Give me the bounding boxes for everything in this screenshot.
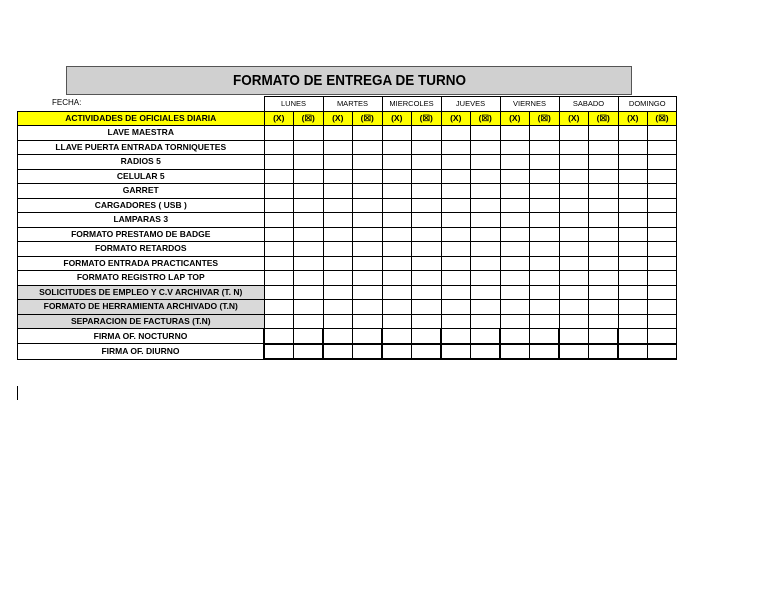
signature-cell[interactable]	[648, 344, 677, 360]
check-cell[interactable]	[323, 126, 353, 141]
check-cell[interactable]	[530, 184, 560, 199]
check-cell[interactable]	[618, 242, 648, 257]
check-cell[interactable]	[559, 169, 589, 184]
check-cell[interactable]	[589, 285, 619, 300]
check-cell[interactable]	[559, 213, 589, 228]
check-cell[interactable]	[412, 126, 442, 141]
check-cell[interactable]	[264, 213, 294, 228]
check-cell[interactable]	[530, 271, 560, 286]
activity-label: GARRET	[18, 184, 265, 199]
check-cell[interactable]	[353, 285, 383, 300]
activity-label: CELULAR 5	[18, 169, 265, 184]
activity-row	[18, 242, 677, 257]
check-cell[interactable]	[382, 198, 412, 213]
check-cell[interactable]	[323, 242, 353, 257]
check-cell[interactable]	[353, 155, 383, 170]
days-row-spacer	[18, 97, 265, 112]
mark-x-header: (X)	[382, 111, 412, 126]
signature-cell[interactable]	[353, 344, 383, 360]
check-cell[interactable]	[382, 300, 412, 315]
check-cell[interactable]	[294, 140, 324, 155]
check-cell[interactable]	[500, 227, 530, 242]
check-cell[interactable]	[618, 227, 648, 242]
check-cell[interactable]	[559, 256, 589, 271]
check-cell[interactable]	[294, 184, 324, 199]
check-cell[interactable]	[323, 184, 353, 199]
check-cell[interactable]	[618, 271, 648, 286]
activity-label: RADIOS 5	[18, 155, 265, 170]
check-cell[interactable]	[382, 140, 412, 155]
check-cell[interactable]	[648, 169, 677, 184]
check-cell[interactable]	[294, 169, 324, 184]
check-cell[interactable]	[500, 256, 530, 271]
check-cell[interactable]	[530, 213, 560, 228]
check-cell[interactable]	[618, 256, 648, 271]
check-cell[interactable]	[618, 155, 648, 170]
check-cell[interactable]	[441, 169, 471, 184]
check-cell[interactable]	[382, 126, 412, 141]
check-cell[interactable]	[559, 184, 589, 199]
check-cell[interactable]	[323, 227, 353, 242]
check-cell[interactable]	[441, 126, 471, 141]
check-cell[interactable]	[441, 140, 471, 155]
check-cell[interactable]	[264, 140, 294, 155]
check-cell[interactable]	[589, 155, 619, 170]
check-cell[interactable]	[264, 300, 294, 315]
signature-cell[interactable]	[441, 329, 471, 344]
day-header: LUNES	[264, 97, 323, 112]
check-cell[interactable]	[412, 155, 442, 170]
check-cell[interactable]	[500, 314, 530, 329]
check-cell[interactable]	[500, 271, 530, 286]
mark-x-header: (X)	[618, 111, 648, 126]
activity-row	[18, 227, 677, 242]
day-header: JUEVES	[441, 97, 500, 112]
check-cell[interactable]	[382, 314, 412, 329]
check-cell[interactable]	[648, 155, 677, 170]
check-cell[interactable]	[412, 271, 442, 286]
check-cell[interactable]	[530, 126, 560, 141]
check-cell[interactable]	[323, 300, 353, 315]
signature-row	[18, 329, 677, 344]
check-cell[interactable]	[353, 198, 383, 213]
signature-cell[interactable]	[559, 344, 589, 360]
signature-cell[interactable]	[294, 329, 324, 344]
check-cell[interactable]	[412, 198, 442, 213]
check-cell[interactable]	[441, 227, 471, 242]
check-cell[interactable]	[441, 285, 471, 300]
check-cell[interactable]	[559, 227, 589, 242]
check-cell[interactable]	[382, 213, 412, 228]
check-cell[interactable]	[618, 198, 648, 213]
signature-cell[interactable]	[323, 329, 353, 344]
check-cell[interactable]	[323, 213, 353, 228]
check-cell[interactable]	[353, 227, 383, 242]
mark-check-header: (☒)	[648, 111, 677, 126]
check-cell[interactable]	[353, 314, 383, 329]
activity-row	[18, 126, 677, 141]
signature-cell[interactable]	[382, 344, 412, 360]
check-cell[interactable]	[323, 169, 353, 184]
mark-x-header: (X)	[441, 111, 471, 126]
check-cell[interactable]	[294, 227, 324, 242]
check-cell[interactable]	[353, 300, 383, 315]
check-cell[interactable]	[589, 242, 619, 257]
activity-row	[18, 169, 677, 184]
check-cell[interactable]	[648, 271, 677, 286]
check-cell[interactable]	[264, 198, 294, 213]
check-cell[interactable]	[648, 242, 677, 257]
check-cell[interactable]	[530, 285, 560, 300]
check-cell[interactable]	[353, 271, 383, 286]
mark-check-header: (☒)	[471, 111, 501, 126]
signature-cell[interactable]	[648, 329, 677, 344]
check-cell[interactable]	[589, 126, 619, 141]
check-cell[interactable]	[648, 213, 677, 228]
activity-label: SEPARACION DE FACTURAS (T.N)	[18, 314, 265, 329]
check-cell[interactable]	[471, 314, 501, 329]
check-cell[interactable]	[294, 285, 324, 300]
check-cell[interactable]	[264, 271, 294, 286]
check-cell[interactable]	[589, 314, 619, 329]
mark-x-header: (X)	[500, 111, 530, 126]
check-cell[interactable]	[353, 256, 383, 271]
check-cell[interactable]	[323, 271, 353, 286]
check-cell[interactable]	[382, 242, 412, 257]
check-cell[interactable]	[530, 314, 560, 329]
day-header: MARTES	[323, 97, 382, 112]
check-cell[interactable]	[648, 126, 677, 141]
day-header: VIERNES	[500, 97, 559, 112]
check-cell[interactable]	[323, 256, 353, 271]
mark-check-header: (☒)	[353, 111, 383, 126]
check-cell[interactable]	[294, 256, 324, 271]
activity-row	[18, 184, 677, 199]
check-cell[interactable]	[441, 256, 471, 271]
check-cell[interactable]	[441, 155, 471, 170]
check-cell[interactable]	[412, 213, 442, 228]
check-cell[interactable]	[471, 271, 501, 286]
signature-cell[interactable]	[264, 329, 294, 344]
check-cell[interactable]	[589, 271, 619, 286]
check-cell[interactable]	[618, 285, 648, 300]
activity-row	[18, 256, 677, 271]
mark-x-header: (X)	[559, 111, 589, 126]
mark-check-header: (☒)	[589, 111, 619, 126]
check-cell[interactable]	[412, 140, 442, 155]
signature-cell[interactable]	[618, 329, 648, 344]
check-cell[interactable]	[589, 256, 619, 271]
check-cell[interactable]	[530, 242, 560, 257]
check-cell[interactable]	[589, 169, 619, 184]
check-cell[interactable]	[648, 198, 677, 213]
form-title: FORMATO DE ENTREGA DE TURNO	[232, 72, 466, 89]
check-cell[interactable]	[589, 300, 619, 315]
check-cell[interactable]	[471, 155, 501, 170]
activity-label: LAVE MAESTRA	[18, 126, 265, 141]
activities-header-label: ACTIVIDADES DE OFICIALES DIARIA	[18, 111, 265, 126]
check-cell[interactable]	[559, 242, 589, 257]
activity-label: CARGADORES ( USB )	[18, 198, 265, 213]
signature-cell[interactable]	[412, 344, 442, 360]
activity-label: FORMATO RETARDOS	[18, 242, 265, 257]
check-cell[interactable]	[648, 285, 677, 300]
check-cell[interactable]	[353, 140, 383, 155]
check-cell[interactable]	[412, 242, 442, 257]
check-cell[interactable]	[353, 126, 383, 141]
check-cell[interactable]	[382, 227, 412, 242]
signature-cell[interactable]	[471, 329, 501, 344]
check-cell[interactable]	[353, 169, 383, 184]
check-cell[interactable]	[382, 155, 412, 170]
check-cell[interactable]	[471, 140, 501, 155]
check-cell[interactable]	[412, 300, 442, 315]
check-cell[interactable]	[294, 314, 324, 329]
check-cell[interactable]	[589, 140, 619, 155]
check-cell[interactable]	[648, 314, 677, 329]
check-cell[interactable]	[471, 126, 501, 141]
title-box	[66, 66, 632, 95]
activity-row	[18, 198, 677, 213]
check-cell[interactable]	[264, 242, 294, 257]
check-cell[interactable]	[471, 300, 501, 315]
check-cell[interactable]	[500, 169, 530, 184]
check-cell[interactable]	[500, 198, 530, 213]
check-cell[interactable]	[648, 140, 677, 155]
check-cell[interactable]	[648, 227, 677, 242]
check-cell[interactable]	[530, 198, 560, 213]
check-cell[interactable]	[382, 256, 412, 271]
activity-row	[18, 213, 677, 228]
check-cell[interactable]	[412, 314, 442, 329]
check-cell[interactable]	[412, 184, 442, 199]
check-cell[interactable]	[559, 271, 589, 286]
check-cell[interactable]	[264, 169, 294, 184]
check-cell[interactable]	[264, 256, 294, 271]
activity-row	[18, 300, 677, 315]
check-cell[interactable]	[264, 155, 294, 170]
check-cell[interactable]	[323, 140, 353, 155]
activity-label: LAMPARAS 3	[18, 213, 265, 228]
check-cell[interactable]	[648, 300, 677, 315]
check-cell[interactable]	[264, 314, 294, 329]
day-header: MIERCOLES	[382, 97, 441, 112]
check-cell[interactable]	[294, 155, 324, 170]
signature-label: FIRMA OF. NOCTURNO	[18, 329, 265, 344]
signature-label: FIRMA OF. DIURNO	[18, 344, 265, 360]
check-cell[interactable]	[294, 126, 324, 141]
check-cell[interactable]	[500, 285, 530, 300]
check-cell[interactable]	[530, 300, 560, 315]
check-cell[interactable]	[500, 126, 530, 141]
check-cell[interactable]	[471, 198, 501, 213]
check-cell[interactable]	[471, 227, 501, 242]
check-cell[interactable]	[441, 300, 471, 315]
check-cell[interactable]	[294, 242, 324, 257]
check-cell[interactable]	[500, 140, 530, 155]
check-cell[interactable]	[500, 213, 530, 228]
signature-cell[interactable]	[500, 344, 530, 360]
check-cell[interactable]	[294, 198, 324, 213]
check-cell[interactable]	[530, 140, 560, 155]
check-cell[interactable]	[471, 213, 501, 228]
check-cell[interactable]	[264, 227, 294, 242]
check-cell[interactable]	[264, 184, 294, 199]
activity-label: SOLICITUDES DE EMPLEO Y C.V ARCHIVAR (T. N)	[18, 285, 265, 300]
check-cell[interactable]	[648, 256, 677, 271]
check-cell[interactable]	[589, 227, 619, 242]
activity-row	[18, 314, 677, 329]
check-cell[interactable]	[294, 213, 324, 228]
activity-label: FORMATO REGISTRO LAP TOP	[18, 271, 265, 286]
check-cell[interactable]	[530, 227, 560, 242]
check-cell[interactable]	[353, 213, 383, 228]
check-cell[interactable]	[412, 256, 442, 271]
check-cell[interactable]	[471, 242, 501, 257]
signature-cell[interactable]	[530, 344, 560, 360]
mark-check-header: (☒)	[294, 111, 324, 126]
mark-x-header: (X)	[264, 111, 294, 126]
check-cell[interactable]	[500, 155, 530, 170]
days-row	[18, 97, 677, 112]
check-cell[interactable]	[618, 169, 648, 184]
check-cell[interactable]	[294, 300, 324, 315]
check-cell[interactable]	[589, 198, 619, 213]
check-cell[interactable]	[618, 300, 648, 315]
check-cell[interactable]	[559, 155, 589, 170]
check-cell[interactable]	[353, 184, 383, 199]
check-cell[interactable]	[441, 271, 471, 286]
activity-row	[18, 140, 677, 155]
check-cell[interactable]	[441, 314, 471, 329]
check-cell[interactable]	[471, 169, 501, 184]
signature-cell[interactable]	[294, 344, 324, 360]
check-cell[interactable]	[471, 184, 501, 199]
signature-cell[interactable]	[471, 344, 501, 360]
signature-cell[interactable]	[264, 344, 294, 360]
activity-label: FORMATO DE HERRAMIENTA ARCHIVADO (T.N)	[18, 300, 265, 315]
check-cell[interactable]	[412, 285, 442, 300]
check-cell[interactable]	[382, 169, 412, 184]
check-cell[interactable]	[323, 314, 353, 329]
check-cell[interactable]	[589, 213, 619, 228]
check-cell[interactable]	[589, 184, 619, 199]
check-cell[interactable]	[441, 242, 471, 257]
check-cell[interactable]	[294, 271, 324, 286]
check-cell[interactable]	[618, 184, 648, 199]
check-cell[interactable]	[500, 184, 530, 199]
check-cell[interactable]	[559, 126, 589, 141]
check-cell[interactable]	[530, 169, 560, 184]
signature-cell[interactable]	[353, 329, 383, 344]
signature-cell[interactable]	[559, 329, 589, 344]
check-cell[interactable]	[618, 213, 648, 228]
check-cell[interactable]	[559, 198, 589, 213]
check-cell[interactable]	[559, 140, 589, 155]
activity-row	[18, 285, 677, 300]
check-cell[interactable]	[648, 184, 677, 199]
check-cell[interactable]	[264, 126, 294, 141]
check-cell[interactable]	[618, 314, 648, 329]
check-cell[interactable]	[353, 242, 383, 257]
check-cell[interactable]	[441, 184, 471, 199]
signature-cell[interactable]	[500, 329, 530, 344]
activities-header-row	[18, 111, 677, 126]
check-cell[interactable]	[471, 256, 501, 271]
check-cell[interactable]	[382, 184, 412, 199]
activity-label: LLAVE PUERTA ENTRADA TORNIQUETES	[18, 140, 265, 155]
check-cell[interactable]	[412, 169, 442, 184]
activity-label: FORMATO ENTRADA PRACTICANTES	[18, 256, 265, 271]
signature-cell[interactable]	[530, 329, 560, 344]
check-cell[interactable]	[559, 300, 589, 315]
signature-cell[interactable]	[412, 329, 442, 344]
signature-cell[interactable]	[441, 344, 471, 360]
activity-row	[18, 155, 677, 170]
check-cell[interactable]	[323, 155, 353, 170]
check-cell[interactable]	[412, 227, 442, 242]
check-cell[interactable]	[618, 126, 648, 141]
check-cell[interactable]	[264, 285, 294, 300]
signature-row	[18, 344, 677, 360]
activity-row	[18, 271, 677, 286]
signature-cell[interactable]	[618, 344, 648, 360]
text-cursor	[17, 386, 18, 400]
day-header: DOMINGO	[618, 97, 677, 112]
fecha-label[interactable]: FECHA:	[52, 98, 82, 107]
check-cell[interactable]	[323, 198, 353, 213]
signature-cell[interactable]	[589, 344, 619, 360]
check-cell[interactable]	[500, 300, 530, 315]
check-cell[interactable]	[530, 256, 560, 271]
check-cell[interactable]	[500, 242, 530, 257]
check-cell[interactable]	[441, 198, 471, 213]
signature-cell[interactable]	[382, 329, 412, 344]
mark-x-header: (X)	[323, 111, 353, 126]
activity-label: FORMATO PRESTAMO DE BADGE	[18, 227, 265, 242]
check-cell[interactable]	[382, 285, 412, 300]
signature-cell[interactable]	[323, 344, 353, 360]
shift-table	[17, 96, 677, 360]
day-header: SABADO	[559, 97, 618, 112]
check-cell[interactable]	[441, 213, 471, 228]
mark-check-header: (☒)	[412, 111, 442, 126]
check-cell[interactable]	[471, 285, 501, 300]
signature-cell[interactable]	[589, 329, 619, 344]
check-cell[interactable]	[618, 140, 648, 155]
check-cell[interactable]	[323, 285, 353, 300]
check-cell[interactable]	[559, 314, 589, 329]
check-cell[interactable]	[530, 155, 560, 170]
check-cell[interactable]	[559, 285, 589, 300]
check-cell[interactable]	[382, 271, 412, 286]
mark-check-header: (☒)	[530, 111, 560, 126]
